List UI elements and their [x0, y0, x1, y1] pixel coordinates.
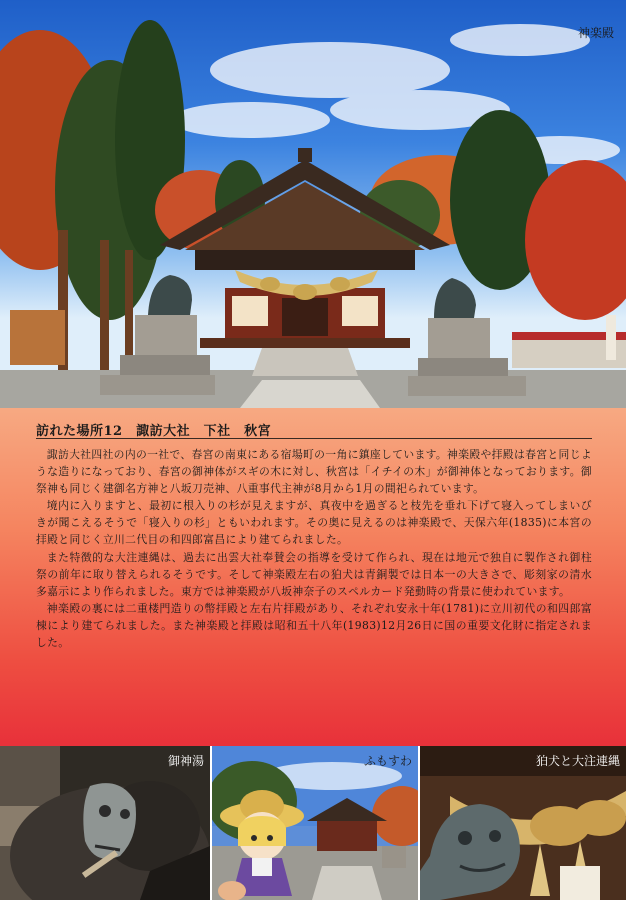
title-divider	[36, 438, 592, 439]
plush-doll-illustration	[212, 746, 418, 900]
article-paragraph: 境内に入りますと、最初に根入りの杉が見えますが、真夜中を過ぎると枝先を垂れ下げて寝入ってしまいびきが聞こえるそうで「寝入りの杉」ともいわれます。その奥に見えるのは神楽殿で、天保六年(1835)に本宮の拝殿と同じく立川二代目の和四郎富昌により建てられました。	[36, 499, 592, 547]
article-panel	[0, 408, 626, 746]
photo-caption: ふもすわ	[363, 754, 412, 768]
dragon-fountain-illustration	[0, 746, 210, 900]
hero-photo	[0, 0, 626, 408]
article-title: 訪れた場所12 諏訪大社 下社 秋宮	[36, 424, 272, 439]
photo-komainu-shimenawa	[420, 746, 626, 900]
article-body	[36, 446, 592, 651]
komainu-shimenawa-illustration	[420, 746, 626, 900]
photo-onsen-statue	[0, 746, 210, 900]
photo-caption: 狛犬と大注連縄	[535, 754, 620, 768]
shrine-illustration	[0, 0, 626, 408]
article-paragraph: また特徴的な大注連縄は、過去に出雲大社奉賛会の指導を受けて作られ、現在は地元で独自に製作され御柱祭の前年に取り替えられるそうです。そして神楽殿左右の狛犬は青銅製では日本一の大きさで、彫刻家の清水多嘉示により作られました。東方では神楽殿が八坂神奈子のスペルカード発動時の背景に使われています。	[36, 550, 592, 598]
photo-caption: 御神湯	[167, 754, 204, 768]
hero-caption: 神楽殿	[577, 26, 614, 40]
article-paragraph: 神楽殿の裏には二重楼門造りの幣拝殿と左右片拝殿があり、それぞれ安永十年(1781)に立川初代の和四郎富棟により建てられました。また神楽殿と拝殿は昭和五十八年(1983)12月26日に国の重要文化財に指定されました。	[36, 601, 592, 650]
photo-fumosuwa	[212, 746, 418, 900]
article-paragraph: 諏訪大社四社の内の一社で、春宮の南東にある宿場町の一角に鎮座しています。神楽殿や拝殿は春宮と同じような造りになっており、春宮の御神体がスギの木に対し、秋宮は「イチイの木」が御神体となっております。御祭神も同じく建御名方神と八坂刀売神、八重事代主神が8月から1月の間祀られています。	[36, 448, 592, 496]
